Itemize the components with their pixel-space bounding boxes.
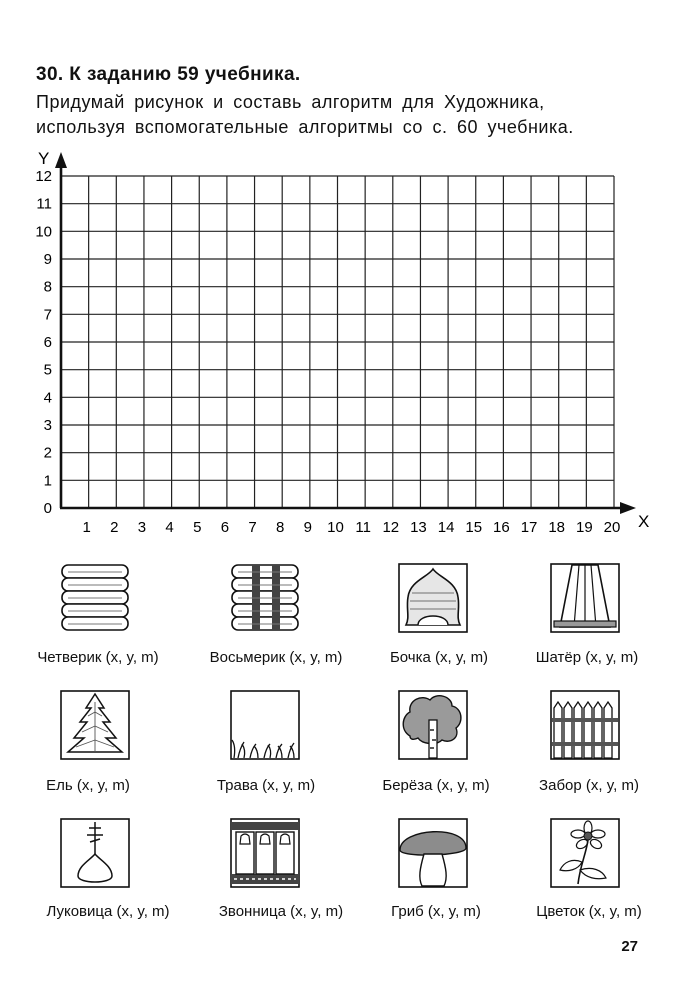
x-tick-label: 9: [303, 519, 313, 536]
task-text-line1: Придумай рисунок и составь алгоритм для Художника,: [36, 92, 545, 112]
y-tick-labels: [35, 168, 52, 517]
x-tick-label: 18: [548, 519, 566, 536]
zvonnitsa-icon: [230, 818, 300, 888]
x-tick-label: 7: [248, 519, 257, 536]
grib-icon: [398, 818, 468, 888]
y-tick-label: 6: [43, 334, 52, 351]
x-tick-label: 2: [110, 519, 119, 536]
x-tick-label: 11: [355, 519, 371, 536]
shater-icon: [550, 563, 620, 633]
y-tick-label: 4: [43, 389, 52, 407]
x-tick-label: 16: [493, 519, 510, 536]
x-tick-label: 15: [465, 519, 483, 536]
page-number: 27: [621, 938, 638, 955]
label-bochka: Бочка (x, y, m): [389, 649, 489, 666]
vosmerik-icon: [230, 563, 300, 633]
y-tick-label: 5: [43, 361, 52, 379]
x-tick-label: 13: [410, 519, 427, 536]
label-shater: Шатёр (x, y, m): [535, 649, 639, 666]
x-tick-labels: [82, 519, 620, 536]
lukovitsa-icon: [60, 818, 130, 888]
label-zabor: Забор (x, y, m): [539, 777, 639, 794]
chetverik-icon: [60, 563, 130, 633]
trava-icon: [230, 690, 300, 760]
tsvetok-icon: [550, 818, 620, 888]
y-axis-label: Y: [38, 149, 50, 168]
label-tsvetok: Цветок (x, y, m): [536, 903, 642, 920]
x-tick-label: 12: [382, 519, 400, 536]
x-tick-label: 10: [327, 519, 344, 536]
bereza-icon: [398, 690, 468, 760]
x-tick-label: 8: [276, 519, 285, 536]
el-icon: [60, 690, 130, 760]
zabor-icon: [550, 690, 620, 760]
label-trava: Трава (x, y, m): [216, 777, 316, 794]
bochka-icon: [398, 563, 468, 633]
label-lukovitsa: Луковица (x, y, m): [46, 903, 170, 920]
label-bereza: Берёза (x, y, m): [382, 777, 490, 794]
y-tick-label: 7: [43, 306, 52, 324]
x-axis-label: X: [638, 512, 650, 531]
label-vosmerik: Восьмерик (x, y, m): [209, 649, 343, 666]
y-tick-label: 12: [35, 168, 52, 185]
label-chetverik: Четверик (x, y, m): [37, 649, 159, 666]
label-zvonnitsa: Звонница (x, y, m): [218, 903, 344, 920]
x-tick-label: 19: [576, 519, 593, 536]
axes: [55, 152, 636, 514]
y-tick-label: 1: [43, 472, 52, 490]
task-title: 30. К заданию 59 учебника.: [36, 64, 301, 85]
y-tick-label: 3: [43, 417, 52, 434]
x-tick-label: 3: [137, 519, 147, 536]
y-tick-label: 8: [43, 278, 52, 296]
x-tick-label: 5: [193, 519, 202, 536]
y-tick-label: 11: [36, 195, 52, 213]
x-tick-label: 14: [437, 519, 455, 536]
y-tick-label: 9: [43, 251, 52, 268]
y-tick-label: 0: [43, 500, 52, 517]
y-tick-label: 10: [35, 223, 52, 241]
y-axis-arrow: [55, 152, 67, 168]
x-tick-label: 6: [220, 519, 230, 536]
label-el: Ель (x, y, m): [46, 777, 130, 794]
x-tick-label: 17: [520, 519, 538, 536]
y-tick-label: 2: [43, 444, 52, 462]
x-tick-label: 20: [603, 519, 621, 536]
task-text-line2: используя вспомогательные алгоритмы со с. 60 учебника.: [36, 117, 574, 137]
x-tick-label: 1: [82, 519, 91, 536]
x-axis-arrow: [620, 502, 636, 514]
grid-lines: [61, 176, 614, 508]
label-grib: Гриб (x, y, m): [391, 903, 481, 920]
x-tick-label: 4: [165, 519, 174, 536]
